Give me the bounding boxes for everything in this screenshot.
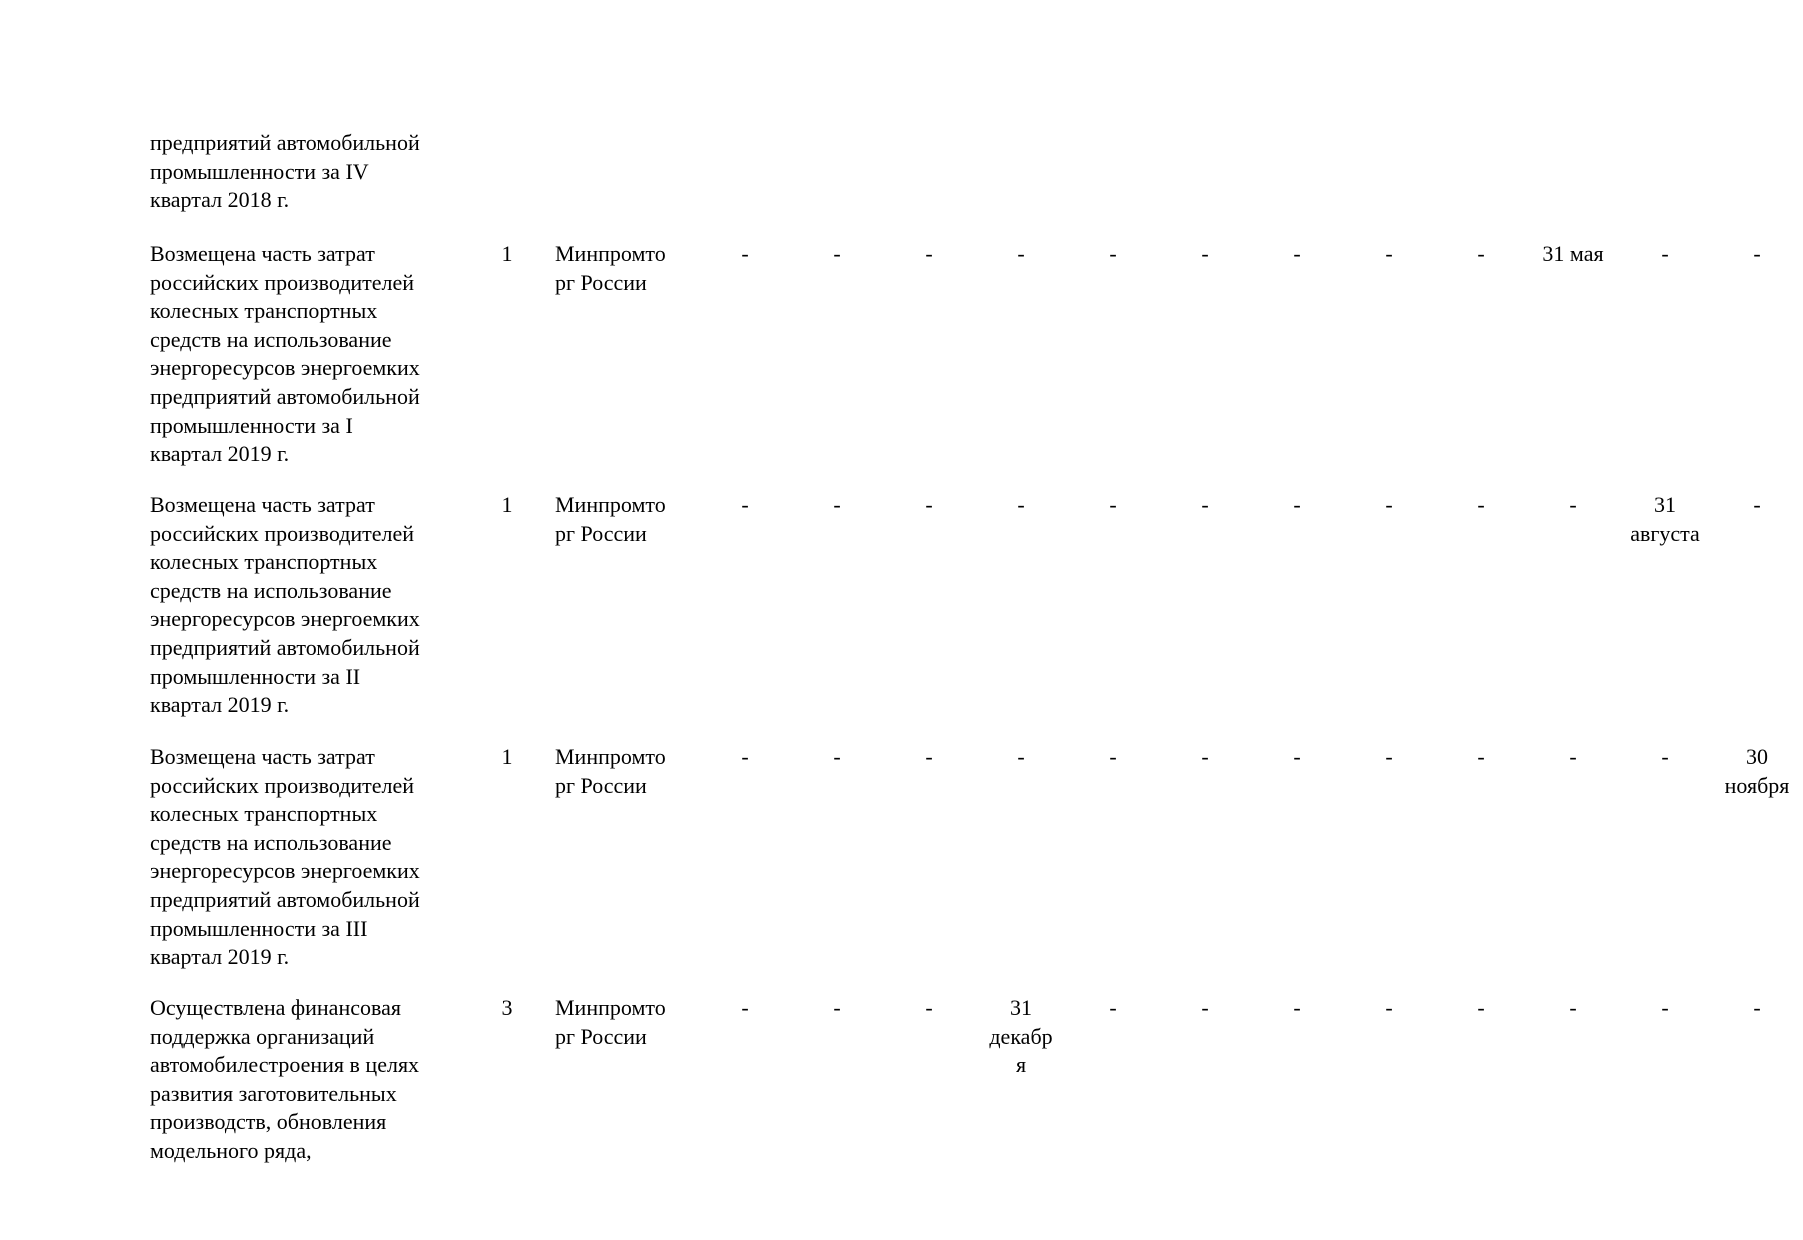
month-value-line: - bbox=[741, 492, 749, 517]
event-description-line: предприятий автомобильной bbox=[150, 886, 420, 912]
month-value-line: - bbox=[1293, 492, 1301, 517]
month-3-cell bbox=[883, 743, 975, 772]
responsible-line: рг России bbox=[555, 269, 647, 295]
month-value-line: - bbox=[1753, 241, 1761, 266]
month-value-line: - bbox=[1477, 744, 1485, 769]
month-1-cell bbox=[699, 240, 791, 269]
month-value-line: - bbox=[741, 241, 749, 266]
responsible-line: рг России bbox=[555, 1023, 647, 1049]
month-4-cell bbox=[975, 240, 1067, 269]
month-value-line: - bbox=[1753, 492, 1761, 517]
month-value-line: - bbox=[1753, 995, 1761, 1020]
month-value-line: - bbox=[833, 744, 841, 769]
month-value-line: августа bbox=[1630, 520, 1700, 546]
month-2-cell bbox=[791, 743, 883, 772]
month-value-line: - bbox=[925, 241, 933, 266]
month-value-line: - bbox=[833, 241, 841, 266]
event-description-line: средств на использование bbox=[150, 326, 392, 352]
responsible-line: Минпромто bbox=[555, 492, 666, 517]
responsible-cell bbox=[555, 994, 705, 1051]
event-description-line: квартал 2019 г. bbox=[150, 944, 290, 970]
event-description-line: промышленности за II bbox=[150, 663, 361, 689]
month-7-cell bbox=[1251, 491, 1343, 520]
month-5-cell bbox=[1067, 994, 1159, 1023]
month-value-line: я bbox=[1015, 1052, 1027, 1078]
month-1-cell bbox=[699, 743, 791, 772]
event-description-line: российских производителей bbox=[150, 520, 415, 546]
month-value-line: - bbox=[1017, 241, 1025, 266]
responsible-cell bbox=[555, 240, 705, 297]
month-value-line: - bbox=[1385, 995, 1393, 1020]
event-description-line: предприятий автомобильной bbox=[150, 383, 420, 409]
month-12-cell bbox=[1711, 743, 1803, 800]
month-5-cell bbox=[1067, 240, 1159, 269]
month-3-cell bbox=[883, 491, 975, 520]
month-12-cell bbox=[1711, 994, 1803, 1023]
event-description-cell bbox=[150, 491, 470, 720]
month-4-cell bbox=[975, 743, 1067, 772]
month-value-line: - bbox=[925, 492, 933, 517]
event-description-line: средств на использование bbox=[150, 829, 392, 855]
month-value-line: - bbox=[1109, 241, 1117, 266]
month-6-cell bbox=[1159, 491, 1251, 520]
event-description-line: колесных транспортных bbox=[150, 549, 378, 575]
month-value-line: - bbox=[1109, 492, 1117, 517]
month-value-line: - bbox=[1385, 241, 1393, 266]
event-description-line: автомобилестроения в целях bbox=[150, 1052, 420, 1078]
month-value-line: - bbox=[1201, 744, 1209, 769]
responsible-line: Минпромто bbox=[555, 241, 666, 266]
month-3-cell bbox=[883, 994, 975, 1023]
event-description-line: российских производителей bbox=[150, 269, 415, 295]
month-7-cell bbox=[1251, 994, 1343, 1023]
event-description-cell bbox=[150, 240, 470, 469]
month-value-line: - bbox=[1109, 995, 1117, 1020]
month-value-line: - bbox=[1569, 995, 1577, 1020]
month-7-cell bbox=[1251, 240, 1343, 269]
month-10-cell bbox=[1527, 491, 1619, 520]
count-cell: 3 bbox=[501, 995, 513, 1020]
event-description-line: производств, обновления bbox=[150, 1109, 387, 1135]
event-description-line: Возмещена часть затрат bbox=[150, 744, 375, 769]
count-cell: 1 bbox=[501, 492, 513, 517]
month-6-cell bbox=[1159, 994, 1251, 1023]
count-cell: 1 bbox=[501, 241, 513, 266]
month-5-cell bbox=[1067, 743, 1159, 772]
month-value-line: - bbox=[741, 995, 749, 1020]
month-1-cell bbox=[699, 994, 791, 1023]
event-description-line: предприятий автомобильной bbox=[150, 634, 420, 660]
month-value-line: - bbox=[1477, 492, 1485, 517]
month-value-line: - bbox=[1385, 492, 1393, 517]
month-10-cell bbox=[1527, 743, 1619, 772]
month-value-line: - bbox=[1661, 995, 1669, 1020]
event-description-line: квартал 2019 г. bbox=[150, 441, 290, 467]
month-value-line: - bbox=[1201, 241, 1209, 266]
month-value-line: 31 bbox=[1654, 492, 1676, 517]
month-8-cell bbox=[1343, 491, 1435, 520]
event-description-line: энергоресурсов энергоемких bbox=[150, 858, 420, 884]
month-value-line: - bbox=[1293, 241, 1301, 266]
month-9-cell bbox=[1435, 743, 1527, 772]
event-description-cell bbox=[150, 129, 470, 215]
month-9-cell bbox=[1435, 491, 1527, 520]
month-8-cell bbox=[1343, 743, 1435, 772]
month-3-cell bbox=[883, 240, 975, 269]
month-5-cell bbox=[1067, 491, 1159, 520]
month-value-line: - bbox=[1385, 744, 1393, 769]
month-4-cell bbox=[975, 491, 1067, 520]
month-9-cell bbox=[1435, 994, 1527, 1023]
month-value-line: - bbox=[1017, 492, 1025, 517]
month-12-cell bbox=[1711, 240, 1803, 269]
month-11-cell bbox=[1619, 994, 1711, 1023]
event-description-line: модельного ряда, bbox=[150, 1137, 312, 1163]
month-value-line: ноября bbox=[1724, 772, 1790, 798]
event-description-line: поддержка организаций bbox=[150, 1023, 375, 1049]
event-description-line: колесных транспортных bbox=[150, 298, 378, 324]
month-value-line: - bbox=[1201, 492, 1209, 517]
month-value-line: - bbox=[1661, 241, 1669, 266]
month-value-line: 31 мая bbox=[1542, 241, 1604, 266]
count-cell: 1 bbox=[501, 744, 513, 769]
month-value-line: - bbox=[741, 744, 749, 769]
month-2-cell bbox=[791, 240, 883, 269]
month-value-line: - bbox=[925, 995, 933, 1020]
month-value-line: - bbox=[1017, 744, 1025, 769]
month-6-cell bbox=[1159, 240, 1251, 269]
responsible-line: рг России bbox=[555, 772, 647, 798]
month-value-line: декабр bbox=[989, 1023, 1053, 1049]
month-9-cell bbox=[1435, 240, 1527, 269]
responsible-line: Минпромто bbox=[555, 995, 666, 1020]
month-value-line: - bbox=[925, 744, 933, 769]
month-value-line: - bbox=[833, 995, 841, 1020]
responsible-cell bbox=[555, 491, 705, 548]
month-8-cell bbox=[1343, 240, 1435, 269]
month-value-line: - bbox=[1201, 995, 1209, 1020]
month-1-cell bbox=[699, 491, 791, 520]
month-value-line: 30 bbox=[1746, 744, 1768, 769]
responsible-line: Минпромто bbox=[555, 744, 666, 769]
event-description-line: предприятий автомобильной bbox=[150, 130, 420, 155]
event-description-line: средств на использование bbox=[150, 577, 392, 603]
event-description-line: квартал 2018 г. bbox=[150, 187, 290, 213]
event-description-line: промышленности за III bbox=[150, 915, 368, 941]
month-11-cell bbox=[1619, 491, 1711, 548]
month-11-cell bbox=[1619, 240, 1711, 269]
month-value-line: 31 bbox=[1010, 995, 1032, 1020]
month-4-cell bbox=[975, 994, 1067, 1080]
responsible-cell bbox=[555, 743, 705, 800]
event-description-line: Осуществлена финансовая bbox=[150, 995, 401, 1020]
event-description-line: энергоресурсов энергоемких bbox=[150, 355, 420, 381]
month-value-line: - bbox=[1293, 995, 1301, 1020]
event-description-line: промышленности за IV bbox=[150, 158, 369, 184]
month-6-cell bbox=[1159, 743, 1251, 772]
event-description-line: квартал 2019 г. bbox=[150, 692, 290, 718]
month-value-line: - bbox=[1109, 744, 1117, 769]
event-description-line: Возмещена часть затрат bbox=[150, 241, 375, 266]
month-value-line: - bbox=[1569, 744, 1577, 769]
month-value-line: - bbox=[1661, 744, 1669, 769]
month-7-cell bbox=[1251, 743, 1343, 772]
month-value-line: - bbox=[1569, 492, 1577, 517]
event-description-cell bbox=[150, 994, 470, 1166]
month-value-line: - bbox=[1293, 744, 1301, 769]
month-8-cell bbox=[1343, 994, 1435, 1023]
event-description-line: Возмещена часть затрат bbox=[150, 492, 375, 517]
month-2-cell bbox=[791, 994, 883, 1023]
month-11-cell bbox=[1619, 743, 1711, 772]
month-2-cell bbox=[791, 491, 883, 520]
event-description-cell bbox=[150, 743, 470, 972]
month-12-cell bbox=[1711, 491, 1803, 520]
event-description-line: промышленности за I bbox=[150, 412, 353, 438]
month-10-cell bbox=[1527, 240, 1619, 269]
event-description-line: развития заготовительных bbox=[150, 1080, 397, 1106]
month-value-line: - bbox=[833, 492, 841, 517]
event-description-line: российских производителей bbox=[150, 772, 415, 798]
month-value-line: - bbox=[1477, 995, 1485, 1020]
responsible-line: рг России bbox=[555, 520, 647, 546]
event-description-line: колесных транспортных bbox=[150, 801, 378, 827]
month-value-line: - bbox=[1477, 241, 1485, 266]
event-description-line: энергоресурсов энергоемких bbox=[150, 606, 420, 632]
month-10-cell bbox=[1527, 994, 1619, 1023]
